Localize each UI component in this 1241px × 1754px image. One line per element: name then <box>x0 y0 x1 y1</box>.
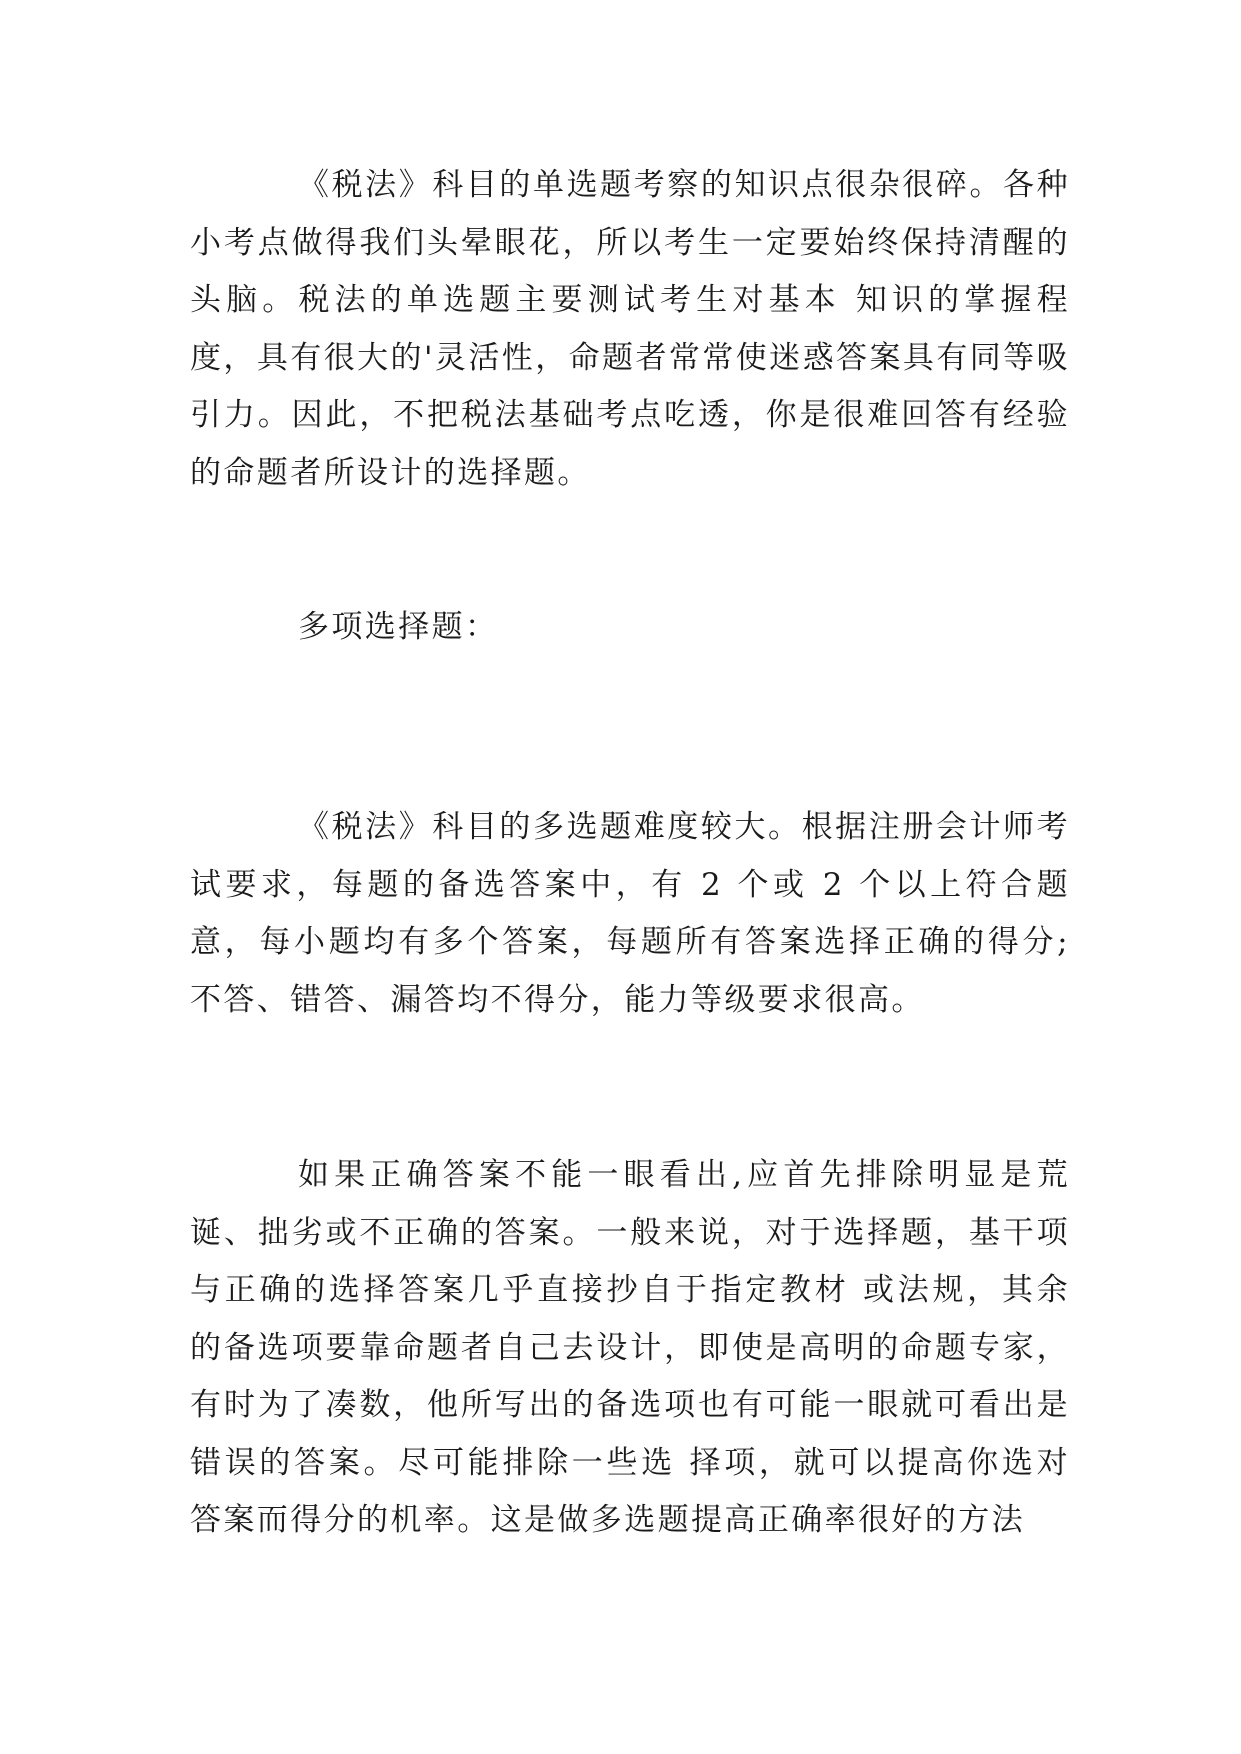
paragraph-multiple-choice-intro: 《税法》科目的多选题难度较大。根据注册会计师考试要求，每题的备选答案中，有 2 个或 2 个以上符合题意，每小题均有多个答案，每题所有答案选择正确的得分;不答、错答、漏答均不得分，能力等级要求很高。 <box>190 809 1070 1018</box>
paragraph-elimination-method: 如果正确答案不能一眼看出,应首先排除明显是荒诞、拙劣或不正确的答案。一般来说，对于选择题，基干项与正确的选择答案几乎直接抄自于指定教材 或法规，其余的备选项要靠命题者自己去设计，即使是高明的命题专家，有时为了凑数，他所写出的备选项也有可能一眼就可看出是错误的答案。尽可能排除一些选 择项，就可以提高你选对答案而得分的机率。这是做多选题提高正确率很好的方法 <box>190 1157 1070 1538</box>
section-heading-multiple-choice: 多项选择题： <box>298 609 499 645</box>
paragraph-single-choice-intro: 《税法》科目的单选题考察的知识点很杂很碎。各种小考点做得我们头晕眼花，所以考生一定要始终保持清醒的头脑。税法的单选题主要测试考生对基本 知识的掌握程度，具有很大的'灵活性，命题者常常使迷惑答案具有同等吸引力。因此，不把税法基础考点吃透，你是很难回答有经验的命题者所设计的选择题。 <box>190 167 1070 491</box>
